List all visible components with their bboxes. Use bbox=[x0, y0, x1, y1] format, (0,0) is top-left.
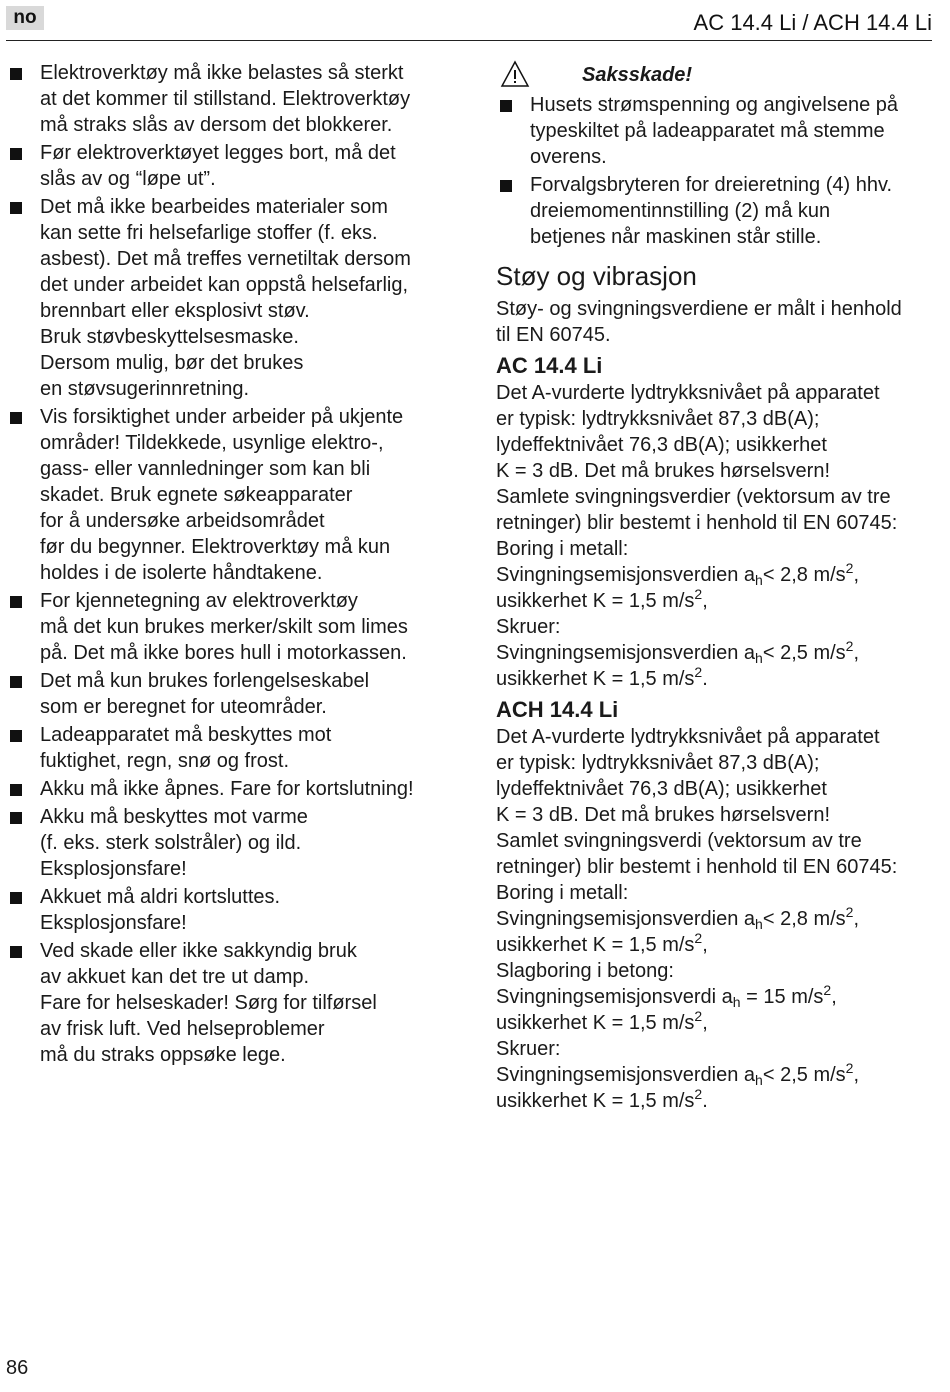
list-item: Akku må ikke åpnes. Fare for kortslutning! bbox=[6, 776, 446, 802]
ach-noise-paragraph: Det A-vurderte lydtrykksnivået på apparatet er typisk: lydtrykksnivået 87,3 dB(A); lydeffektnivået 76,3 dB(A); usikkerhet K = 3 dB. Det må brukes hørselsvern! Samlet svingningsverdi (vektorsum av tre retninger) blir bestemt i henhold til EN 60745: Boring i metall: Svingningsemisjonsverdien $a_h< 2,8$ $m/s^2$, usikkerhet K = 1,5 $m/s^2$, Slagboring i betong: Svingningsemisjonsverdi $a_h = 15$ $m/s^2$, usikkerhet K = 1,5 $m/s^2$, Skruer: Svingningsemisjonsverdien $a_h< 2,5$ $m/s^2$, usikkerhet K = 1,5 $m/s^2$. bbox=[496, 724, 936, 1114]
list-item: Forvalgsbryteren for dreieretning (4) hhv. dreiemomentinnstilling (2) må kun betjenes når maskinen står stille. bbox=[496, 172, 936, 250]
bullet-square-icon bbox=[10, 730, 22, 742]
list-item: Det må ikke bearbeides materialer som kan sette fri helsefarlige stoffer (f. eks. asbest). Det må treffes vernetiltak dersom det under arbeidet kan oppstå helsefarlig, brennbart eller eksplosivt støv. Bruk støvbeskyttelsesmaske. Dersom mulig, bør det brukes en støvsugerinnretning. bbox=[6, 194, 446, 402]
warning-heading bbox=[496, 60, 936, 90]
bullet-square-icon bbox=[10, 812, 22, 824]
ac-noise-paragraph: Det A-vurderte lydtrykksnivået på apparatet er typisk: lydtrykksnivået 87,3 dB(A); lydeffektnivået 76,3 dB(A); usikkerhet K = 3 dB. Det må brukes hørselsvern! Samlete svingningsverdier (vektorsum av tre retninger) blir bestemt i henhold til EN 60745: Boring i metall: Svingningsemisjonsverdien $a_h< 2,8$ $m/s^2$, usikkerhet K = 1,5 $m/s^2$, Skruer: Svingningsemisjonsverdien $a_h< 2,5$ $m/s^2$, usikkerhet K = 1,5 $m/s^2$. bbox=[496, 380, 936, 692]
list-item: Vis forsiktighet under arbeider på ukjente områder! Tildekkede, usynlige elektro-, gass- eller vannledninger som kan bli skadet. Bruk egnete søkeapparater for å undersøke arbeidsområdet før du begynner. Elektroverktøy må kun holdes i de isolerte håndtakene. bbox=[6, 404, 446, 586]
bullet-square-icon bbox=[10, 412, 22, 424]
running-header-model: AC 14.4 Li / ACH 14.4 Li bbox=[693, 10, 932, 35]
list-item: Det må kun brukes forlengelseskabel som er beregnet for uteområder. bbox=[6, 668, 446, 720]
ach-hammer-uncertainty: usikkerhet K = 1,5 $m/s^2$, bbox=[496, 1008, 708, 1034]
list-item: Akku må beskyttes mot varme (f. eks. sterk solstråler) og ild. Eksplosjonsfare! bbox=[6, 804, 446, 882]
list-item: Akkuet må aldri kortsluttes. Eksplosjonsfare! bbox=[6, 884, 446, 936]
ach-drill-uncertainty: usikkerhet K = 1,5 $m/s^2$, bbox=[496, 930, 708, 956]
ach-model-heading: ACH 14.4 Li bbox=[496, 697, 619, 722]
safety-bullet-list bbox=[6, 60, 446, 1068]
header-rule bbox=[6, 40, 932, 41]
left-column bbox=[6, 60, 446, 1070]
ac-model-heading: AC 14.4 Li bbox=[496, 353, 603, 378]
bullet-square-icon bbox=[10, 892, 22, 904]
bullet-square-icon bbox=[10, 148, 22, 160]
list-item: Husets strømspenning og angivelsene på typeskiltet på ladeapparatet må stemme overens. bbox=[496, 92, 936, 170]
list-item: Før elektroverktøyet legges bort, må det slås av og “løpe ut”. bbox=[6, 140, 446, 192]
bullet-square-icon bbox=[10, 784, 22, 796]
bullet-square-icon bbox=[10, 676, 22, 688]
list-item: For kjennetegning av elektroverktøy må det kun brukes merker/skilt som limes på. Det må ikke bores hull i motorkassen. bbox=[6, 588, 446, 666]
bullet-square-icon bbox=[10, 596, 22, 608]
section-title: Støy og vibrasjon bbox=[496, 261, 697, 291]
warning-title: Saksskade! bbox=[582, 64, 693, 86]
list-item: Elektroverktøy må ikke belastes så sterkt at det kommer til stillstand. Elektroverktøy må straks slås av dersom det blokkerer. bbox=[6, 60, 446, 138]
bullet-square-icon bbox=[10, 946, 22, 958]
ac-screw-uncertainty: usikkerhet K = 1,5 $m/s^2$. bbox=[496, 664, 708, 690]
ach-drill-value: Svingningsemisjonsverdien $a_h< 2,8$ $m/s^2$, bbox=[496, 904, 860, 932]
bullet-square-icon bbox=[10, 68, 22, 80]
ac-drill-value: Svingningsemisjonsverdien $a_h< 2,8$ $m/s^2$, bbox=[496, 560, 860, 588]
warning-bullet-list bbox=[496, 92, 936, 250]
ach-screw-uncertainty: usikkerhet K = 1,5 $m/s^2$. bbox=[496, 1086, 708, 1112]
bullet-square-icon bbox=[10, 202, 22, 214]
language-badge: no bbox=[6, 6, 44, 30]
list-item: Ladeapparatet må beskyttes mot fuktighet, regn, snø og frost. bbox=[6, 722, 446, 774]
ach-screw-value: Svingningsemisjonsverdien $a_h< 2,5$ $m/s^2$, bbox=[496, 1060, 860, 1088]
bullet-square-icon bbox=[500, 180, 512, 192]
intro-paragraph: Støy- og svingningsverdiene er målt i henhold til EN 60745. bbox=[496, 298, 902, 346]
warning-triangle-icon bbox=[500, 60, 530, 88]
right-column bbox=[496, 60, 936, 1114]
ac-drill-uncertainty: usikkerhet K = 1,5 $m/s^2$, bbox=[496, 586, 708, 612]
list-item: Ved skade eller ikke sakkyndig bruk av akkuet kan det tre ut damp. Fare for helseskader! Sørg for tilførsel av frisk luft. Ved helseproblemer må du straks oppsøke lege. bbox=[6, 938, 446, 1068]
bullet-square-icon bbox=[500, 100, 512, 112]
ac-screw-value: Svingningsemisjonsverdien $a_h< 2,5$ $m/s^2$, bbox=[496, 638, 860, 666]
ach-hammer-value: Svingningsemisjonsverdi $a_h = 15$ $m/s^2$, bbox=[496, 982, 837, 1010]
page-number: 86 bbox=[6, 1357, 29, 1379]
